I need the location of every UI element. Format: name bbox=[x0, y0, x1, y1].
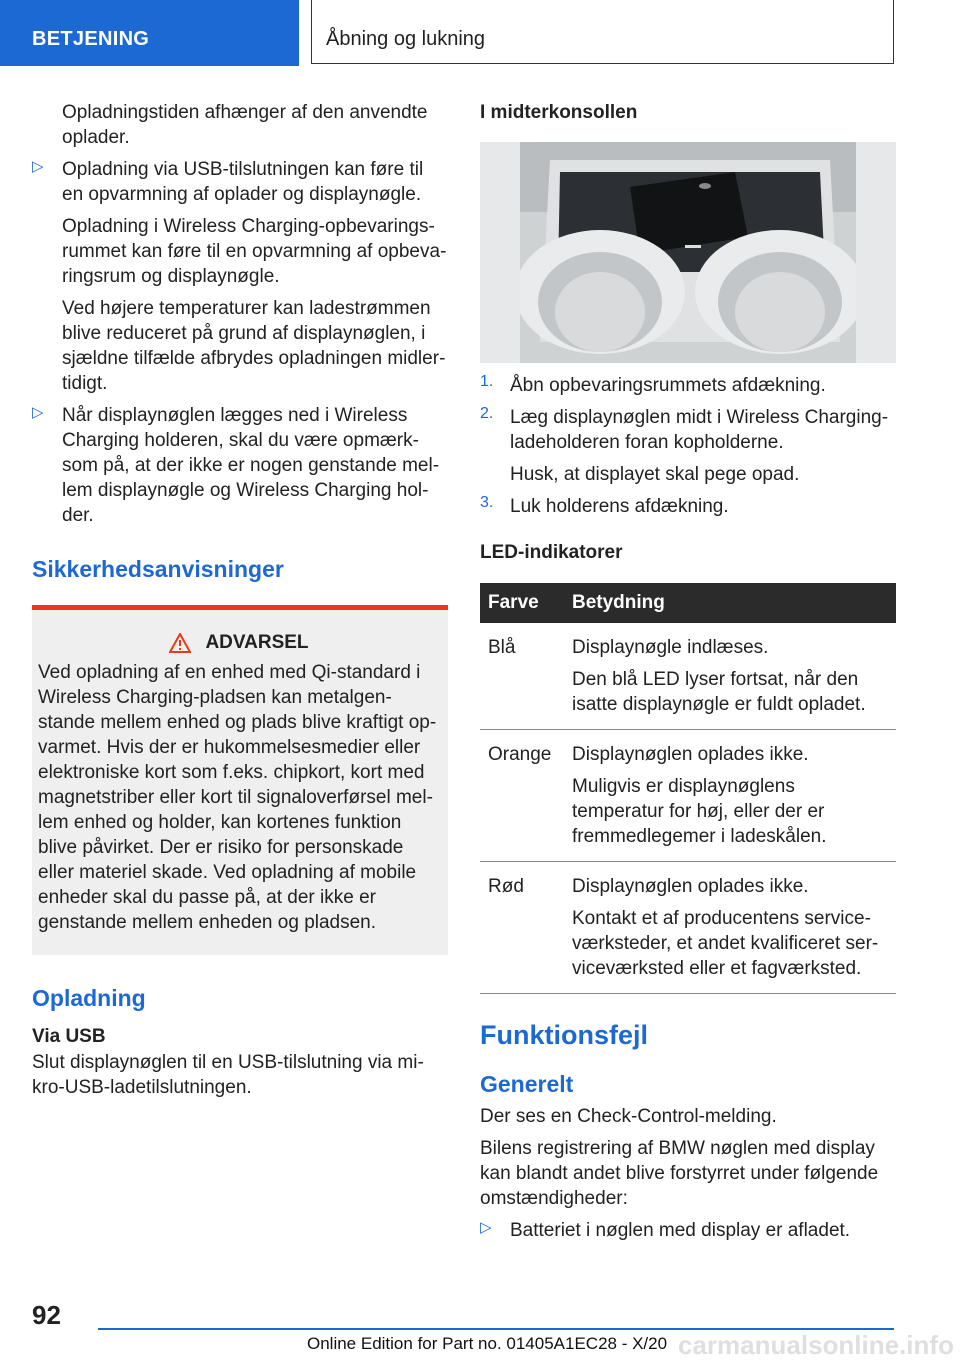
list-item bbox=[480, 1218, 896, 1243]
table-cell: Rød bbox=[480, 862, 564, 994]
step-number: 2. bbox=[480, 405, 494, 422]
table-cell: Orange bbox=[480, 730, 564, 862]
console-heading: I midterkonsollen bbox=[480, 102, 638, 123]
warning-header bbox=[38, 632, 440, 654]
table-cell bbox=[564, 730, 896, 862]
list-item bbox=[32, 403, 448, 528]
bullet-text: Opladning via USB-tilslutningen kan føre til en opvarmning af oplader og displaynøgle. bbox=[62, 159, 424, 205]
body-text: Bilens registrering af BMW nøglen med display kan blandt andet blive forstyrret under følgende omstændigheder: bbox=[480, 1138, 879, 1209]
cell-text: Muligvis er displaynøglens temperatur for høj, eller der er fremmedlegemer i ladeskålen. bbox=[572, 776, 827, 847]
safety-heading: Sikkerhedsanvisninger bbox=[32, 556, 284, 582]
intro-text: Opladningstiden afhænger af den anvendte oplader. bbox=[62, 102, 428, 148]
body-text: Der ses en Check-Control-melding. bbox=[480, 1106, 777, 1127]
triangle-bullet-icon: ▷ bbox=[32, 404, 44, 421]
center-console-photo bbox=[480, 142, 896, 363]
section-tab bbox=[0, 0, 299, 66]
led-table bbox=[480, 583, 896, 994]
table-header-row bbox=[480, 583, 896, 623]
body-text: Opladning i Wireless Charging-opbevaringsrummet kan føre til en opvarmning af opbevaringsrum og displaynøgle. bbox=[62, 216, 447, 287]
bullet-text: Batteriet i nøglen med display er afladet. bbox=[510, 1220, 851, 1241]
warning-box bbox=[32, 605, 448, 955]
cell-text: Den blå LED lyser fortsat, når den isatte displaynøgle er fuldt opladet. bbox=[572, 669, 866, 715]
step-note: Husk, at displayet skal pege opad. bbox=[510, 464, 800, 485]
table-row bbox=[480, 730, 896, 862]
triangle-bullet-icon: ▷ bbox=[480, 1219, 492, 1236]
list-item bbox=[480, 373, 896, 398]
led-heading: LED-indikatorer bbox=[480, 542, 623, 563]
cell-text: Displaynøgle indlæses. bbox=[572, 637, 769, 658]
list-item bbox=[32, 157, 448, 207]
triangle-bullet-icon: ▷ bbox=[32, 158, 44, 175]
steps-list bbox=[480, 373, 896, 519]
section-title: BETJENING bbox=[32, 28, 150, 50]
table-cell: Blå bbox=[480, 623, 564, 730]
cell-text: Kontakt et af producentens serviceværksteder, et andet kvalificeret serviceværksted eller et fagværksted. bbox=[572, 908, 879, 979]
step-text: Luk holderens afdækning. bbox=[510, 496, 729, 517]
list-item bbox=[480, 494, 896, 519]
list-item bbox=[480, 405, 896, 455]
table-row bbox=[480, 862, 896, 994]
step-number: 1. bbox=[480, 373, 494, 390]
table-cell bbox=[564, 862, 896, 994]
bullet-text: Når displaynøglen lægges ned i Wireless Charging holderen, skal du være opmærksom på, at der ikke er nogen genstande mellem displaynøgle og Wireless Charging holder. bbox=[62, 405, 440, 526]
warning-triangle-icon bbox=[169, 633, 191, 653]
chapter-title: Åbning og lukning bbox=[326, 28, 486, 50]
step-text: Læg displaynøglen midt i Wireless Charging-ladeholderen foran kopholderne. bbox=[510, 407, 889, 453]
left-column bbox=[32, 100, 448, 1100]
body-text: Ved højere temperaturer kan ladestrømmen blive reduceret på grund af displaynøglen, i sjældne tilfælde afbrydes opladningen midlertidigt. bbox=[62, 298, 446, 394]
page-number: 92 bbox=[32, 1300, 61, 1330]
table-cell bbox=[564, 623, 896, 730]
column-header: Betydning bbox=[564, 583, 896, 623]
cell-text: Displaynøglen oplades ikke. bbox=[572, 744, 809, 765]
cell-text: Displaynøglen oplades ikke. bbox=[572, 876, 809, 897]
usb-text: Slut displaynøglen til en USB-tilslutning via mikro-USB-ladetilslutningen. bbox=[32, 1052, 424, 1098]
fault-heading: Funktionsfejl bbox=[480, 1020, 648, 1050]
column-header: Farve bbox=[480, 583, 564, 623]
edition-text: Online Edition for Part no. 01405A1EC28 - X/20 bbox=[307, 1334, 668, 1353]
table-row bbox=[480, 623, 896, 730]
usb-heading: Via USB bbox=[32, 1026, 106, 1047]
step-text: Åbn opbevaringsrummets afdækning. bbox=[510, 375, 826, 396]
step-number: 3. bbox=[480, 494, 494, 511]
watermark-text: carmanualsonline.info bbox=[678, 1330, 954, 1360]
right-column bbox=[480, 100, 896, 1243]
chapter-box bbox=[311, 0, 894, 64]
charging-heading: Opladning bbox=[32, 985, 146, 1011]
general-heading: Generelt bbox=[480, 1071, 574, 1097]
warning-text: Ved opladning af en enhed med Qi-standard i Wireless Charging-pladsen kan metalgenstande mellem enhed og plads blive kraftigt opvarmet. Hvis der er hukommelsesmedier eller elektroniske kort som f.eks. chipkort, kort med magnetstriber eller kort til signaloverførsel mellem enhed og holder, kan kortenes funktion blive påvirket. Der er risiko for personskade eller materiel skade. Ved opladning af mobile enheder skal du passe på, at der ikke er genstande mellem enheden og pladsen. bbox=[38, 662, 437, 933]
warning-title: ADVARSEL bbox=[205, 632, 309, 653]
